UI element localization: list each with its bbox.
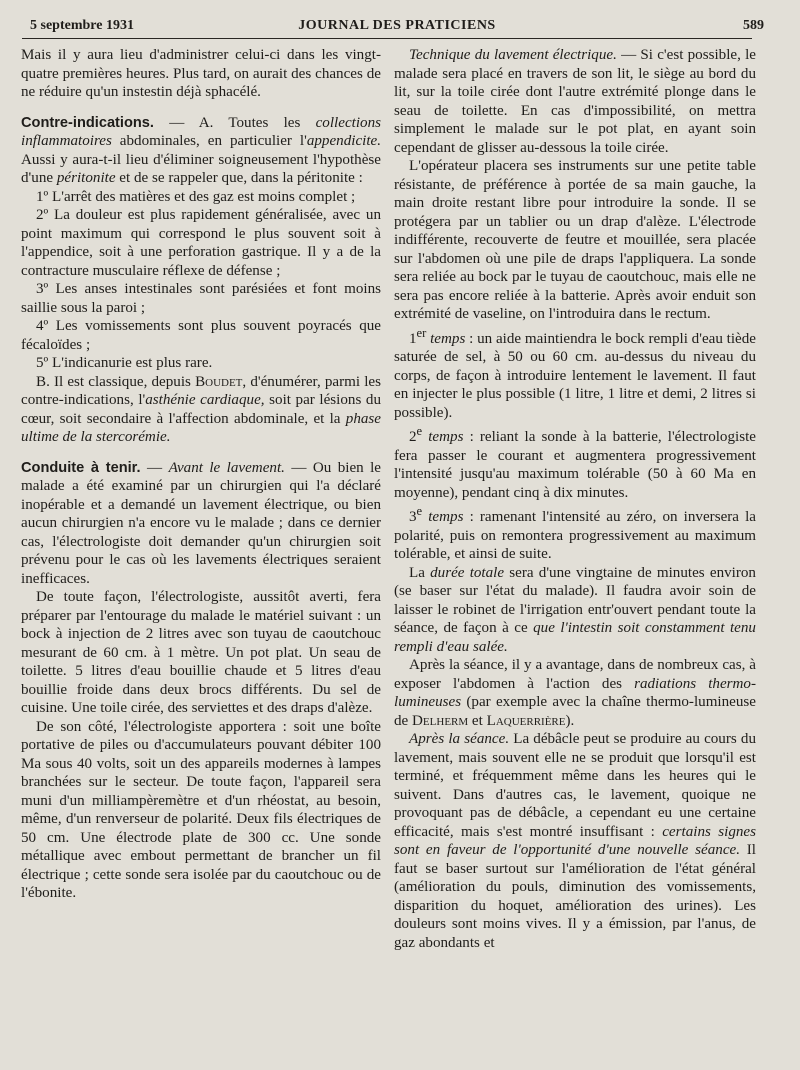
temps-3-paragraph: 3e temps : ramenant l'intensité au zéro, on inversera la polarité, puis on remontera progressivement au maximum tolérable, et ainsi de suite. (394, 504, 756, 563)
materiel-paragraph: De toute façon, l'électrologiste, aussitôt averti, fera préparer par l'entourage du malade le matériel suivant : un bock à injection de 2 litres avec son tuyau de caoutchouc mesurant de 60 cm. à 1 mètre. Un pot plat. Un seau de toilette. 5 litres d'eau bouillie chaude et 5 litres d'eau bouillie froide dans deux brocs différents. Du sel de cuisine. Une toile cirée, des serviettes et des draps d'alèze. (21, 589, 381, 716)
duree-paragraph: La durée totale sera d'une vingtaine de minutes environ (se baser sur l'état du malade). Il faudra avoir soin de laisser le robinet de l'irrigation entr'ouvert pendant toute la séance, de façon à ce que l'intestin soit constamment tenu rempli d'eau salée. (394, 564, 756, 655)
left-column (21, 46, 381, 903)
contre-indications-paragraph: Contre-indications. — A. Toutes les collections inflammatoires abdominales, en particulier l'appendicite. Aussi y aura-t-il lieu d'éliminer soigneusement l'hypothèse d'une péritonite et de se rappeler que, dans la péritonite : (21, 114, 381, 186)
issue-date: 5 septembre 1931 (30, 18, 134, 33)
paragraph-b: B. Il est classique, depuis Boudet, d'énumérer, parmi les contre-indications, l'asthénie cardiaque, soit par lésions du cœur, soit secondaire à l'affection abdominale, et la phase ultime de la stercorémie. (21, 373, 382, 445)
running-header (30, 14, 764, 36)
conduite-paragraph: Conduite à tenir. — Avant le lavement. — Ou bien le malade a été examiné par un chirurgien qui l'a déclaré inopérable et a demandé un lavement électrique, ou bien aucun chirurgien n'a encore vu le malade ; dans ce dernier cas, l'électrologiste doit demander qu'un chirurgien soit prévenu pour le cas où les lavements électriques seraient inefficaces. (21, 459, 382, 587)
contre-indications-heading: Contre-indications. (21, 114, 154, 131)
right-column (394, 46, 756, 952)
conduite-heading: Conduite à tenir. (21, 459, 141, 476)
list-item-1: 1º L'arrêt des matières et des gaz est moins complet ; (36, 188, 356, 205)
list-item-5: 5º L'indicanurie est plus rare. (36, 355, 213, 371)
appareils-paragraph: De son côté, l'électrologiste apportera : soit une boîte portative de piles ou d'accumulateurs pouvant débiter 100 Ma sous 40 volts, soit un des appareils modernes à lampes branchées sur le secteur. De toute façon, l'appareil sera muni d'un milliampèremètre et d'un rhéostat, au besoin, même, d'un renverseur de polarité. Deux fils électriques de 50 cm. Une électrode plate de 300 cc. Une sonde métallique avec embout permettant de brancher un fil électrique ; cette sonde sera isolée par du caoutchouc ou de l'ébonite. (21, 718, 381, 901)
technique-paragraph: Technique du lavement électrique. — Si c'est possible, le malade sera placé en travers de son lit, le siège au bord du lit, sur la toile cirée dont l'autre extrémité plonge dans le seau de toilette. En cas d'impossibilité, on mettra simplement le malade sur le pot plat, en ayant soin cependant de glisser au-dessous la toile cirée. (394, 47, 756, 156)
journal-title: JOURNAL DES PRATICIENS (298, 18, 496, 33)
operateur-paragraph: L'opérateur placera ses instruments sur une petite table résistante, de préférence à portée de sa main gauche, la main droite restant libre pour introduire la sonde. Il se protégera par un tablier ou un drap d'alèze. L'électrode indifférente, recouverte de feutre et mouillée, sera placée sur l'abdomen où une pile de draps l'appliquera. La sonde sera reliée au bock par le tuyau de caoutchouc, mais elle ne sera pas encore reliée à la batterie. Après avoir enduit son extrémité de vaseline, on l'introduira dans le rectum. (394, 158, 756, 322)
temps-1-paragraph: 1er temps : un aide maintiendra le bock rempli d'eau tiède saturée de sel, à 50 ou 60 cm. au-dessus du niveau du corps, de façon à introduire lentement le lavement. Il faut en injecter le plus possible (1 litre, 1 litre et demi, 2 litres si possible). (394, 325, 756, 421)
radiations-paragraph: Après la séance, il y a avantage, dans de nombreux cas, à exposer l'abdomen à l'action des radiations thermo-lumineuses (par exemple avec la chaîne thermo-lumineuse de Delherm et Laquerrière). (394, 657, 756, 729)
list-item-4: 4º Les vomissements sont plus souvent poyracés que fécaloïdes ; (21, 318, 381, 353)
intro-paragraph: Mais il y aura lieu d'administrer celui-ci dans les vingt-quatre premières heures. Plus tard, on aurait des chances de ne réduire qu'un instestin déjà sphacélé. (21, 47, 381, 100)
list-item-2: 2º La douleur est plus rapidement généralisée, avec un point maximum qui correspond le plus souvent soit à l'appendice, soit à une perforation gastrique. Il y a de la contracture musculaire réflexe de défense ; (21, 207, 381, 279)
temps-2-paragraph: 2e temps : reliant la sonde à la batterie, l'électrologiste fera passer le courant et augmentera progressivement l'intensité jusqu'au maximum tolérable (50 à 60 Ma en moyenne), pendant cinq à dix minutes. (394, 424, 756, 501)
apres-seance-paragraph: Après la séance. La débâcle peut se produire au cours du lavement, mais souvent elle ne se produit que lorsqu'il est terminé, et fréquemment même dans les heures qui le suivent. Dans d'autres cas, le lavement, quoique ne provoquant pas de débâcle, a cependant eu une certaine efficacité, mais s'est montré insuffisant : certains signes sont en faveur de l'opportunité d'une nouvelle séance. Il faut se baser surtout sur l'amélioration de l'état général (amélioration du pouls, diminution des vomissements, disparition du hoquet, amélioration des urines). Les douleurs sont moins vives. Il y a émission, par l'anus, de gaz abondants et (394, 731, 756, 951)
header-rule (22, 38, 752, 39)
page-number: 589 (743, 18, 764, 33)
list-item-3: 3º Les anses intestinales sont parésiées et font moins saillie sous la paroi ; (21, 281, 381, 316)
